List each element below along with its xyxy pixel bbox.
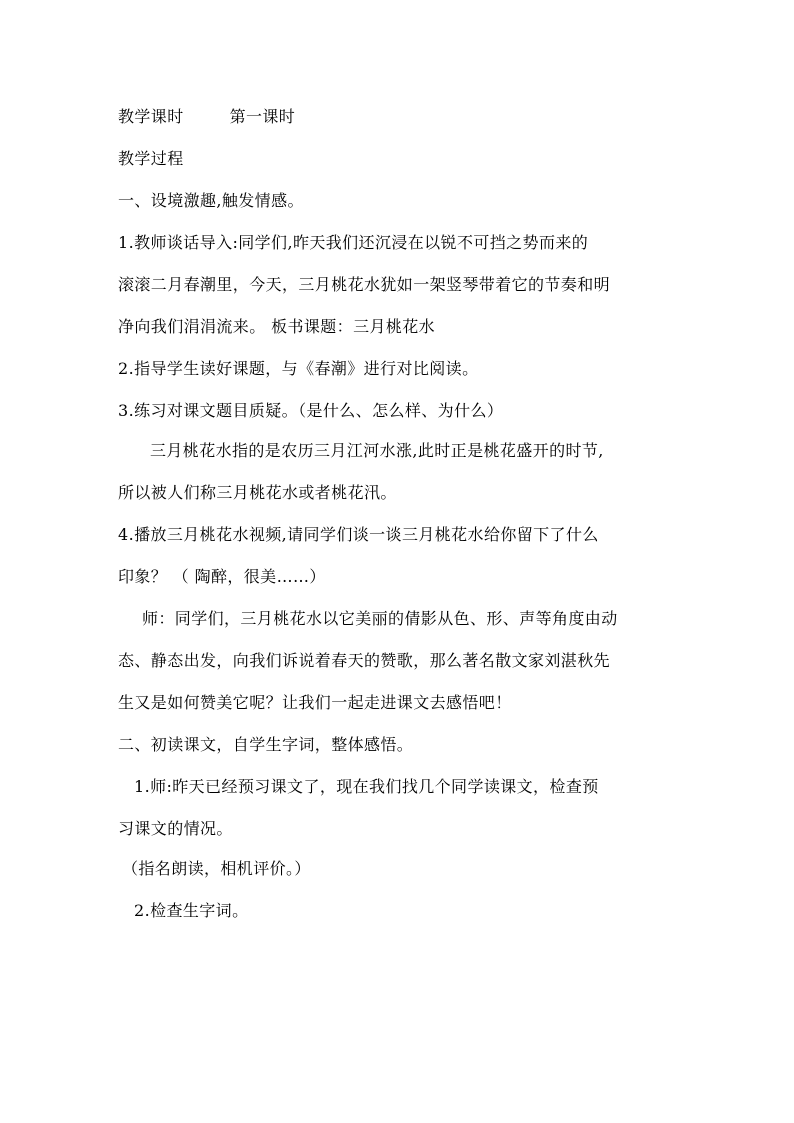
paragraph-line: 态、静态出发，向我们诉说着春天的赞歌，那么著名散文家刘湛秋先 [118, 651, 611, 670]
section-heading-teaching-process: 教学过程 [118, 149, 184, 168]
section-heading-two: 二、初读课文，自学生字词，整体感悟。 [118, 735, 414, 754]
paragraph-line: 印象？ （ 陶醉，很美……） [118, 567, 326, 586]
paragraph-line: 习课文的情况。 [118, 819, 233, 838]
teaching-period-line [118, 107, 295, 127]
paragraph-line: 1.师:昨天已经预习课文了，现在我们找几个同学读课文，检查预 [134, 777, 599, 796]
paragraph-line: 生又是如何赞美它呢？让我们一起走进课文去感悟吧！ [118, 693, 512, 712]
paragraph-line: （指名朗读，相机评价。） [122, 859, 311, 878]
paragraph-line: 4.播放三月桃花水视频,请同学们谈一谈三月桃花水给你留下了什么 [118, 525, 599, 544]
paragraph-line: 1.教师谈话导入:同学们,昨天我们还沉浸在以锐不可挡之势而来的 [118, 233, 589, 252]
paragraph-line: 2.检查生字词。 [134, 901, 249, 920]
teaching-period-value: 第一课时 [229, 107, 296, 126]
paragraph-line: 3.练习对课文题目质疑。（是什么、怎么样、为什么） [118, 401, 504, 420]
paragraph-line: 净向我们涓涓流来。 板书课题：三月桃花水 [118, 317, 436, 336]
teaching-period-label: 教学课时 [118, 107, 184, 126]
paragraph-line: 滚滚二月春潮里，今天，三月桃花水犹如一架竖琴带着它的节奏和明 [118, 275, 611, 294]
paragraph-line: 师：同学们，三月桃花水以它美丽的倩影从色、形、声等角度由动 [142, 609, 618, 628]
section-heading-one: 一、设境激趣,触发情感。 [118, 191, 304, 210]
paragraph-line: 三月桃花水指的是农历三月江河水涨,此时正是桃花盛开的时节, [150, 441, 604, 460]
paragraph-line: 所以被人们称三月桃花水或者桃花汛。 [118, 483, 397, 502]
paragraph-line: 2.指导学生读好课题，与《春潮》进行对比阅读。 [118, 359, 479, 378]
